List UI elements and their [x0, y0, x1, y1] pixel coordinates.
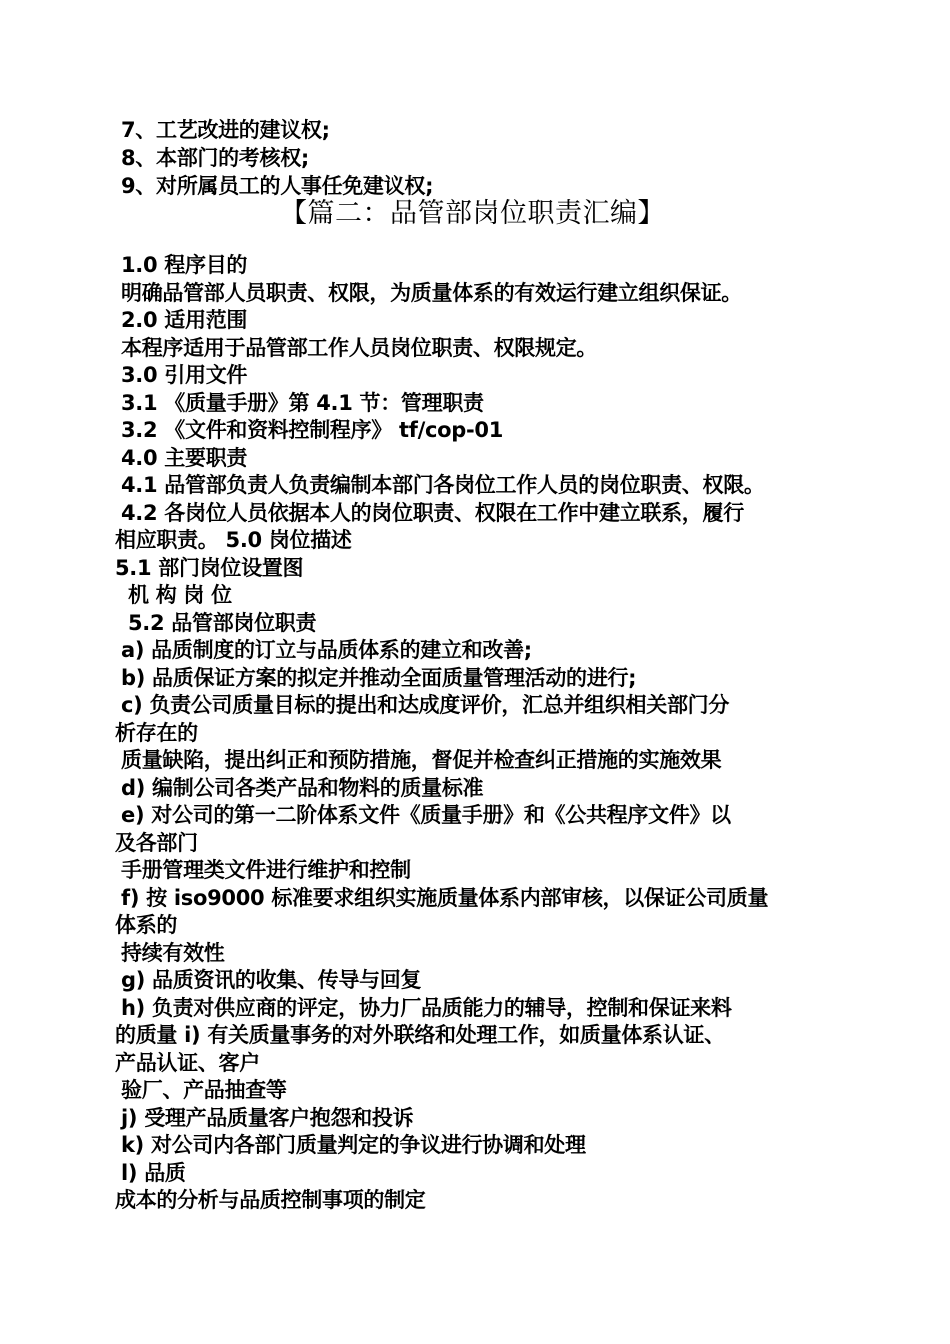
text-line: 1.0 程序目的	[121, 253, 248, 277]
text-line: 7、工艺改进的建议权;	[121, 118, 330, 142]
text-line: b) 品质保证方案的拟定并推动全面质量管理活动的进行;	[121, 666, 637, 690]
text-line: 5.1 部门岗位设置图	[115, 556, 304, 580]
text-line: a) 品质制度的订立与品质体系的建立和改善;	[121, 638, 532, 662]
text-line: 及各部门	[115, 831, 198, 855]
text-line: 手册管理类文件进行维护和控制	[121, 858, 411, 882]
text-line: g) 品质资讯的收集、传导与回复	[121, 968, 422, 992]
text-line: f) 按 iso9000 标准要求组织实施质量体系内部审核，以保证公司质量	[121, 886, 769, 910]
text-line: 5.2 品管部岗位职责	[128, 611, 317, 635]
text-line: 析存在的	[115, 721, 198, 745]
text-line: 持续有效性	[121, 941, 225, 965]
text-line: 9、对所属员工的人事任免建议权;	[121, 174, 434, 198]
text-line: 体系的	[115, 913, 178, 937]
text-line: 机 构 岗 位	[128, 583, 232, 607]
text-line: 相应职责。 5.0 岗位描述	[115, 528, 352, 552]
section-heading: 【篇二：品管部岗位职责汇编】	[280, 198, 665, 229]
text-line: 3.0 引用文件	[121, 363, 248, 387]
text-line: 质量缺陷，提出纠正和预防措施，督促并检查纠正措施的实施效果	[121, 748, 722, 772]
text-line: 2.0 适用范围	[121, 308, 248, 332]
text-line: 明确品管部人员职责、权限，为质量体系的有效运行建立组织保证。	[121, 281, 742, 305]
text-line: c) 负责公司质量目标的提出和达成度评价，汇总并组织相关部门分	[121, 693, 730, 717]
text-line: 产品认证、客户	[115, 1051, 260, 1075]
text-line: 成本的分析与品质控制事项的制定	[115, 1188, 426, 1212]
text-line: 8、本部门的考核权;	[121, 146, 310, 170]
text-line: e) 对公司的第一二阶体系文件《质量手册》和《公共程序文件》以	[121, 803, 731, 827]
text-line: 的质量 i) 有关质量事务的对外联络和处理工作，如质量体系认证、	[115, 1023, 725, 1047]
text-line: h) 负责对供应商的评定，协力厂品质能力的辅导，控制和保证来料	[121, 996, 732, 1020]
text-line: l) 品质	[121, 1161, 186, 1185]
text-line: k) 对公司内各部门质量判定的争议进行协调和处理	[121, 1133, 586, 1157]
text-line: 4.1 品管部负责人负责编制本部门各岗位工作人员的岗位职责、权限。	[121, 473, 765, 497]
text-line: 本程序适用于品管部工作人员岗位职责、权限规定。	[121, 336, 598, 360]
text-line: 4.2 各岗位人员依据本人的岗位职责、权限在工作中建立联系，履行	[121, 501, 744, 525]
text-line: 3.2 《文件和资料控制程序》 tf/cop-01	[121, 418, 504, 442]
text-line: j) 受理产品质量客户抱怨和投诉	[121, 1106, 414, 1130]
text-line: 3.1 《质量手册》第 4.1 节：管理职责	[121, 391, 484, 415]
text-line: 4.0 主要职责	[121, 446, 248, 470]
text-line: 验厂、产品抽查等	[121, 1078, 287, 1102]
text-line: d) 编制公司各类产品和物料的质量标准	[121, 776, 484, 800]
